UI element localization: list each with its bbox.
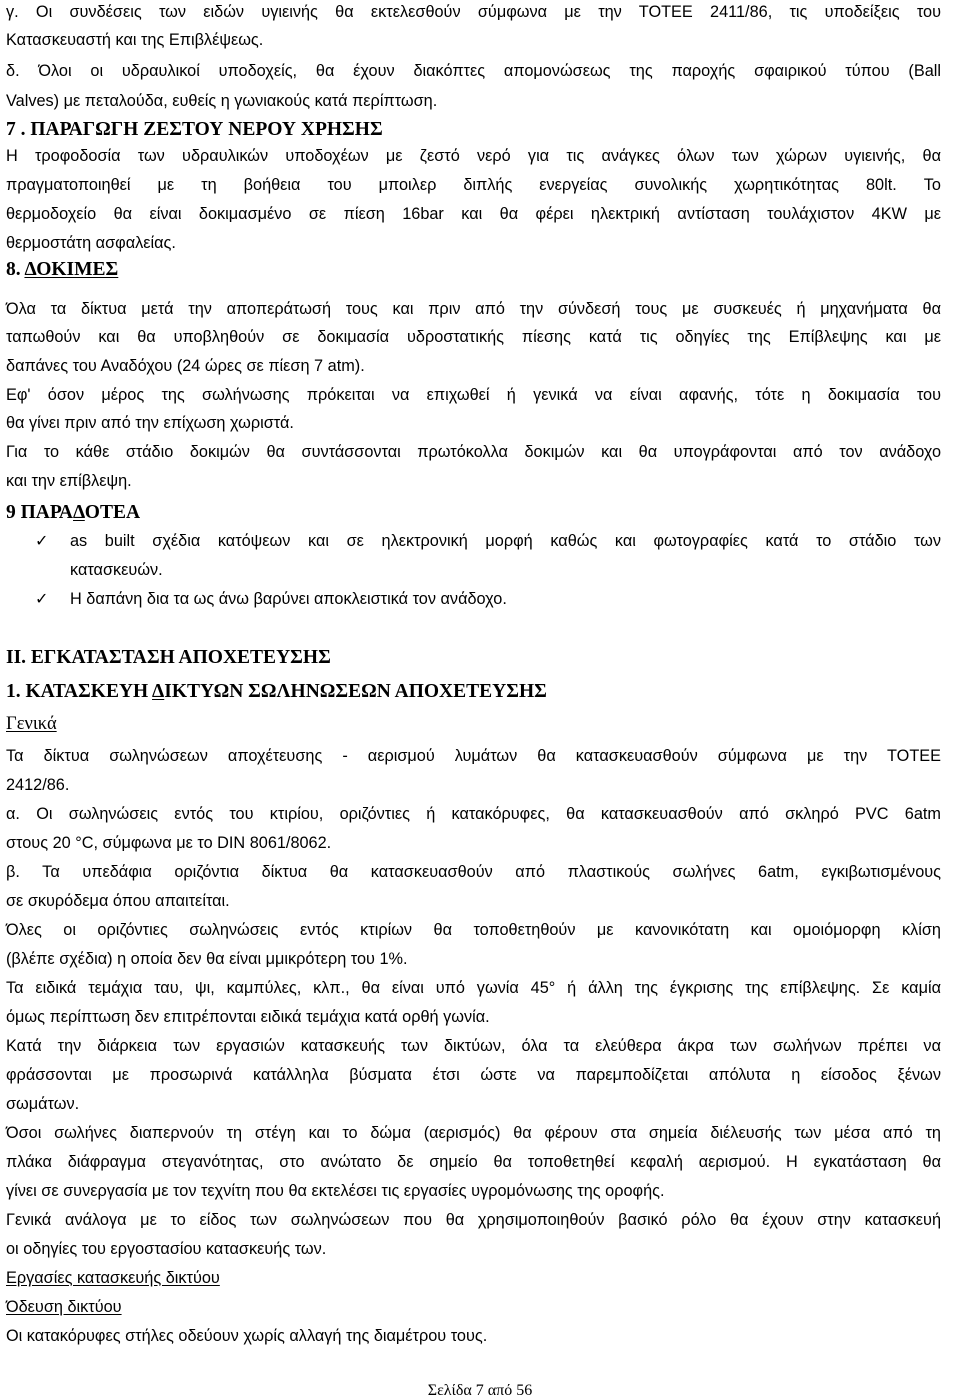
section-8-heading	[6, 258, 941, 282]
section-8-p3-line-2: και την επίβλεψη.	[6, 472, 132, 490]
section-8-number: 8.	[6, 259, 21, 280]
paragraph-d-line-2: Valves) με πεταλούδα, ευθείς η γωνιακούς κατά περίπτωση.	[6, 92, 438, 110]
section-8-p1-line-3: δαπάνες του Αναδόχου (24 ώρες σε πίεση 7 atm).	[6, 357, 365, 375]
checkmark-icon: ✓	[35, 589, 49, 608]
section-7-line-2: πραγματοποιηθεί με τη βοήθεια του μποιλερ διπλής ενεργείας συνολικής χωρητικότητας 80lt. Το	[6, 176, 941, 194]
section-8-p2-line-2: θα γίνει πριν από την επίχωση χωριστά.	[6, 414, 294, 432]
section-7-line-1: Η τροφοδοσία των υδραυλικών υποδοχέων με ζεστό νερό για τις ανάγκες όλων των χώρων υγιεινής, θα	[6, 147, 941, 165]
section-9-title-part-2: Δ	[73, 502, 85, 523]
works-label: Εργασίες κατασκευής δικτύου	[6, 1269, 220, 1287]
plugs-line-1: Κατά την διάρκεια των εργασιών κατασκευής των δικτύων, όλα τα ελεύθερα άκρα των σωλήνων πρέπει να	[6, 1037, 941, 1055]
part-2-subheading	[6, 680, 941, 704]
item-a-line-2: στους 20 °C, σύμφωνα με το DIN 8061/8062.	[6, 834, 332, 852]
page-footer: Σελίδα 7 από 56	[427, 1382, 533, 1399]
checkmark-icon: ✓	[35, 531, 49, 550]
section-8-p2-line-1: Εφ' όσον μέρος της σωλήνωσης πρόκειται να επιχωθεί ή γενικά να είναι αφανής, τότε η δοκιμασία του	[6, 386, 941, 404]
plugs-line-3: σωμάτων.	[6, 1095, 80, 1113]
deliverable-1-line-2: κατασκευών.	[70, 561, 163, 579]
section-8-title: ΔΟΚΙΜΕΣ	[24, 259, 119, 280]
paragraph-d-line-1: δ. Όλοι οι υδραυλικοί υποδοχείς, θα έχουν διακόπτες απομονώσεως της παροχής σφαιρικού τύπου (Ball	[6, 62, 941, 80]
slope-line-1: Όλες οι οριζόντιες σωληνώσεις εντός κτιρίων θα τοποθετηθούν με κανονικότατη και ομοιόμορφη κλίση	[6, 921, 941, 939]
section-8-p1-line-2: ταπωθούν και θα υποβληθούν σε δοκιμασία υδροστατικής πίεσης κατά τις οδηγίες της Επίβλεψης και με	[6, 328, 941, 346]
deliverable-2: Η δαπάνη δια τα ως άνω βαρύνει αποκλειστικά τον ανάδοχο.	[70, 590, 507, 608]
routing-line: Οι κατακόρυφες στήλες οδεύουν χωρίς αλλαγή της διαμέτρου τους.	[6, 1327, 488, 1345]
part-2-subheading-part-1: 1. ΚΑΤΑΣΚΕΥΗ	[6, 681, 153, 702]
roof-line-1: Όσοι σωλήνες διαπερνούν τη στέγη και το δώμα (αερισμός) θα φέρουν στα σημεία διέλευσής των μέσα από τη	[6, 1124, 941, 1142]
fittings-line-2: όμως περίπτωση δεν επιτρέπονται ειδικά τεμάχια κατά ορθή γωνία.	[6, 1008, 490, 1026]
section-9-title-part-3: ΟΤΕΑ	[84, 502, 141, 523]
roof-line-3: γίνει σε συνεργασία με τον τεχνίτη που θα εκτελέσει τις εργασίες υγρομόνωσης της οροφής.	[6, 1182, 665, 1200]
section-9-heading	[6, 501, 941, 525]
general-line-2: 2412/86.	[6, 776, 70, 794]
section-8-p3-line-1: Για το κάθε στάδιο δοκιμών θα συντάσσονται πρωτόκολλα δοκιμών και θα υπογράφονται από τον ανάδοχο	[6, 443, 941, 461]
manufacturer-line-1: Γενικά ανάλογα με το είδος των σωληνώσεων που θα χρησιμοποιηθούν βασικό ρόλο θα έχουν στην κατασκευή	[6, 1211, 941, 1229]
section-7-line-4: θερμοστάτη ασφαλείας.	[6, 234, 176, 252]
general-label: Γενικά	[6, 714, 57, 734]
plugs-line-2: φράσσονται με προσωρινά κατάλληλα βύσματα έτσι ώστε να παρεμποδίζεται απόλυτα η είσοδος ξένων	[6, 1066, 941, 1084]
item-a-line-1: α. Οι σωληνώσεις εντός του κτιρίου, οριζόντιες ή κατακόρυφες, θα κατασκευασθούν από σκληρό PVC 6atm	[6, 805, 941, 823]
slope-line-2: (βλέπε σχέδια) η οποία δεν θα είναι μμικρότερη του 1%.	[6, 950, 408, 968]
section-8-p1-line-1: Όλα τα δίκτυα μετά την αποπεράτωσή τους και πριν από την σύνδεσή τους με συσκευές ή μηχανήματα θα	[6, 300, 941, 318]
routing-label: Όδευση δικτύου	[6, 1298, 122, 1316]
deliverable-1-line-1: as built σχέδια κατόψεων και σε ηλεκτρονική μορφή καθώς και φωτογραφίες κατά το στάδιο των	[70, 532, 941, 550]
section-9-number: 9	[6, 502, 16, 523]
part-2-subheading-part-3: ΙΚΤΥΩΝ ΣΩΛΗΝΩΣΕΩΝ ΑΠΟΧΕΤΕΥΣΗΣ	[164, 681, 547, 702]
section-7-line-3: θερμοδοχείο θα είναι δοκιμασμένο σε πίεση 16bar και θα φέρει ηλεκτρική αντίσταση τουλάχιστον 4KW με	[6, 205, 941, 223]
fittings-line-1: Τα ειδικά τεμάχια ταυ, ψι, καμπύλες, κλπ., θα είναι υπό γωνία 45° ή άλλη της έγκρισης της επίβλεψης. Σε καμία	[6, 979, 941, 997]
roof-line-2: πλάκα διάφραγμα στεγανότητας, στο ανώτατο δε σημείο θα τοποθετηθεί κεφαλή αερισμού. Η εγκατάσταση θα	[6, 1153, 941, 1171]
part-2-heading: ΙΙ. ΕΓΚΑΤΑΣΤΑΣΗ ΑΠΟΧΕΤΕΥΣΗΣ	[6, 647, 331, 668]
paragraph-g-line-2: Κατασκευαστή και της Επιβλέψεως.	[6, 31, 264, 49]
part-2-subheading-part-2: Δ	[152, 681, 165, 702]
section-9-title-part-1: ΠΑΡΑ	[20, 502, 74, 523]
general-line-1: Τα δίκτυα σωληνώσεων αποχέτευσης - αερισμού λυμάτων θα κατασκευασθούν σύμφωνα με την ΤΟΤΕΕ	[6, 747, 941, 765]
manufacturer-line-2: οι οδηγίες του εργοστασίου κατασκευής των.	[6, 1240, 327, 1258]
item-b-line-1: β. Τα υπεδάφια οριζόντια δίκτυα θα κατασκευασθούν από πλαστικούς σωλήνες 6atm, εγκιβωτισμένους	[6, 863, 941, 881]
paragraph-g-line-1: γ. Οι συνδέσεις των ειδών υγιεινής θα εκτελεσθούν σύμφωνα με την ΤΟΤΕΕ 2411/86, τις υποδείξεις του	[6, 3, 941, 21]
item-b-line-2: σε σκυρόδεμα όπου απαιτείται.	[6, 892, 230, 910]
section-7-heading: 7 . ΠΑΡΑΓΩΓΗ ΖΕΣΤΟΥ ΝΕΡΟΥ ΧΡΗΣΗΣ	[6, 119, 383, 140]
